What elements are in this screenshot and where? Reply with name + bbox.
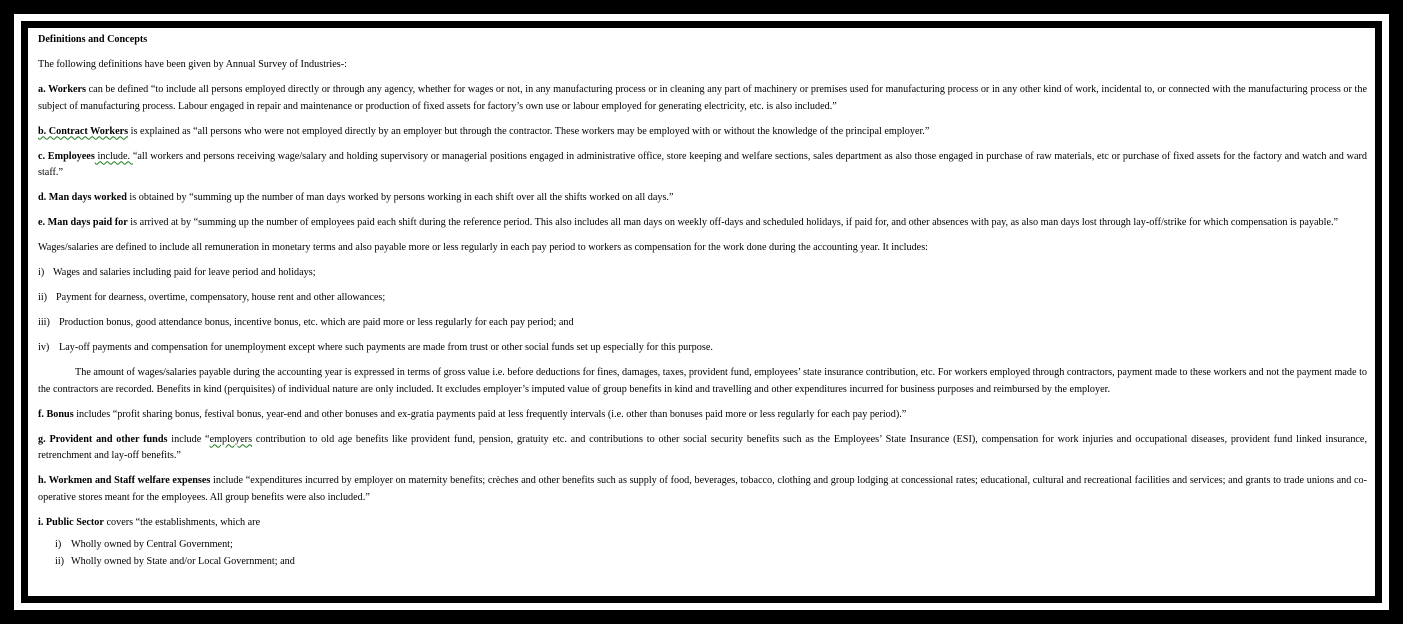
document-body [38,32,1367,570]
wages-list-item [38,265,1367,282]
definition-text: “all workers and persons receiving wage/salary and holding supervisory or managerial positions engaged in administrative office, store keeping and welfare sections, sales department as also those engaged in purchase of raw materials, etc or purchase of fixed assets for the factory and watch and ward staff.” [38,150,1367,178]
definition-term: i. Public Sector [38,516,104,528]
definition-text: includes “profit sharing bonus, festival bonus, year-end and other bonuses and ex-gratia payments paid at less frequently intervals (i.e. other than bonuses paid more or less regularly for each pay period).” [73,408,907,420]
definition-connector: include. [94,150,133,162]
definition-contract-workers [38,124,1367,141]
list-text: Lay-off payments and compensation for unemployment except where such payments are made from trust or other social funds set up especially for this purpose. [59,342,713,353]
list-number: iv) [38,342,50,353]
list-text: Wholly owned by Central Government; [71,539,233,550]
definition-text: is obtained by “summing up the number of man days worked by persons working in each shift over all the shifts worked on all days.” [126,192,674,203]
list-number: i) [55,539,62,550]
public-sector-list [38,537,1367,570]
definition-man-days-paid [38,215,1367,232]
wages-list-item [38,340,1367,357]
definition-text: is arrived at by “summing up the number of employees paid each shift during the reference period. This also includes all man days on weekly off-days and scheduled holidays, if paid for, and other absences with pay, as also man days lost through lay-off/strike for which compensation is payable.” [127,217,1339,228]
definition-term: g. Provident and other funds [38,433,168,445]
list-text: Wages and salaries including paid for leave period and holidays; [53,267,316,278]
definition-provident-funds [38,432,1367,465]
definition-public-sector [38,515,1367,532]
wages-intro: Wages/salaries are defined to include all remuneration in monetary terms and also payable more or less regularly in each pay period to workers as compensation for the work done during the accounting year. It includes: [38,242,929,253]
definition-text: include “expenditures incurred by employer on maternity benefits; crèches and other benefits such as supply of food, beverages, tobacco, clothing and group lodging at concessional rates; educational, cultural and recreational facilities and services; and grants to trade unions and co-operative stores meant for the employees. All group benefits were also included.” [38,475,1367,503]
definition-term: b. Contract Workers [38,125,129,137]
public-sector-list-item [55,537,1367,554]
wages-paragraph: The amount of wages/salaries payable during the accounting year is expressed in terms of gross value i.e. before deductions for fines, damages, taxes, provident fund, employees’ state insurance contribution, etc. For workers employed through contractors, payment made to these workers and not the payment made to the contractors are recorded. Benefits in kind (perquisites) of individual nature are only included. It excludes employer’s imputed value of group benefits in kind and travelling and other expenditures incurred for business purposes and reimbursed by the employer. [38,367,1367,395]
definition-term: a. Workers [38,84,87,95]
definition-term: e. Man days paid for [38,217,128,228]
definition-workers [38,82,1367,115]
definition-text: can be defined “to include all persons employed directly or through any agency, whether for wages or not, in any manufacturing process or in cleaning any part of machinery or premises used for manufacturing process or in any other kind of work, incidental to, or connected with the manufacturing process or the subject of manufacturing process. Labour engaged in repair and maintenance or production of fixed assets for factory’s own use or labour employed for generating electricity, etc. is also included.” [38,84,1367,112]
definition-text: is explained as “all persons who were not employed directly by an employer but through the contractor. These workers may be employed with or without the knowledge of the principal employer.” [128,125,930,137]
definition-term: c. Employees [38,150,95,162]
definition-bonus [38,407,1367,424]
document-page [28,28,1375,596]
list-number: ii) [38,292,48,303]
definition-welfare-expenses [38,473,1367,506]
public-sector-list-item [55,554,1367,571]
definition-text: contribution to old age benefits like provident fund, pension, gratuity etc. and contributions to other social security benefits such as the Employees’ State Insurance (ESI), compensation for work injuries and occupational diseases, provident fund linked insurance, retrenchment and lay-off benefits.” [38,433,1367,461]
list-number: ii) [55,555,65,567]
list-number: iii) [38,317,50,328]
wages-list-item [38,315,1367,332]
definition-text: include “ [167,433,210,445]
definition-term: h. Workmen and Staff welfare expenses [38,475,211,486]
definition-employees [38,149,1367,182]
definition-term: d. Man days worked [38,192,127,203]
list-text: Payment for dearness, overtime, compensatory, house rent and other allowances; [56,292,386,303]
flagged-word: employers [209,433,253,445]
intro-paragraph: The following definitions have been given by Annual Survey of Industries-: [38,59,347,70]
list-number: i) [38,267,45,278]
section-title: Definitions and Concepts [38,34,148,45]
list-text: Wholly owned by State and/or Local Government; and [71,555,295,567]
wages-list-item [38,290,1367,307]
definition-term: f. Bonus [38,408,74,420]
definition-text: covers “the establishments, which are [103,516,261,528]
definition-man-days-worked [38,190,1367,207]
list-text: Production bonus, good attendance bonus, incentive bonus, etc. which are paid more or less regularly for each pay period; and [59,317,574,328]
